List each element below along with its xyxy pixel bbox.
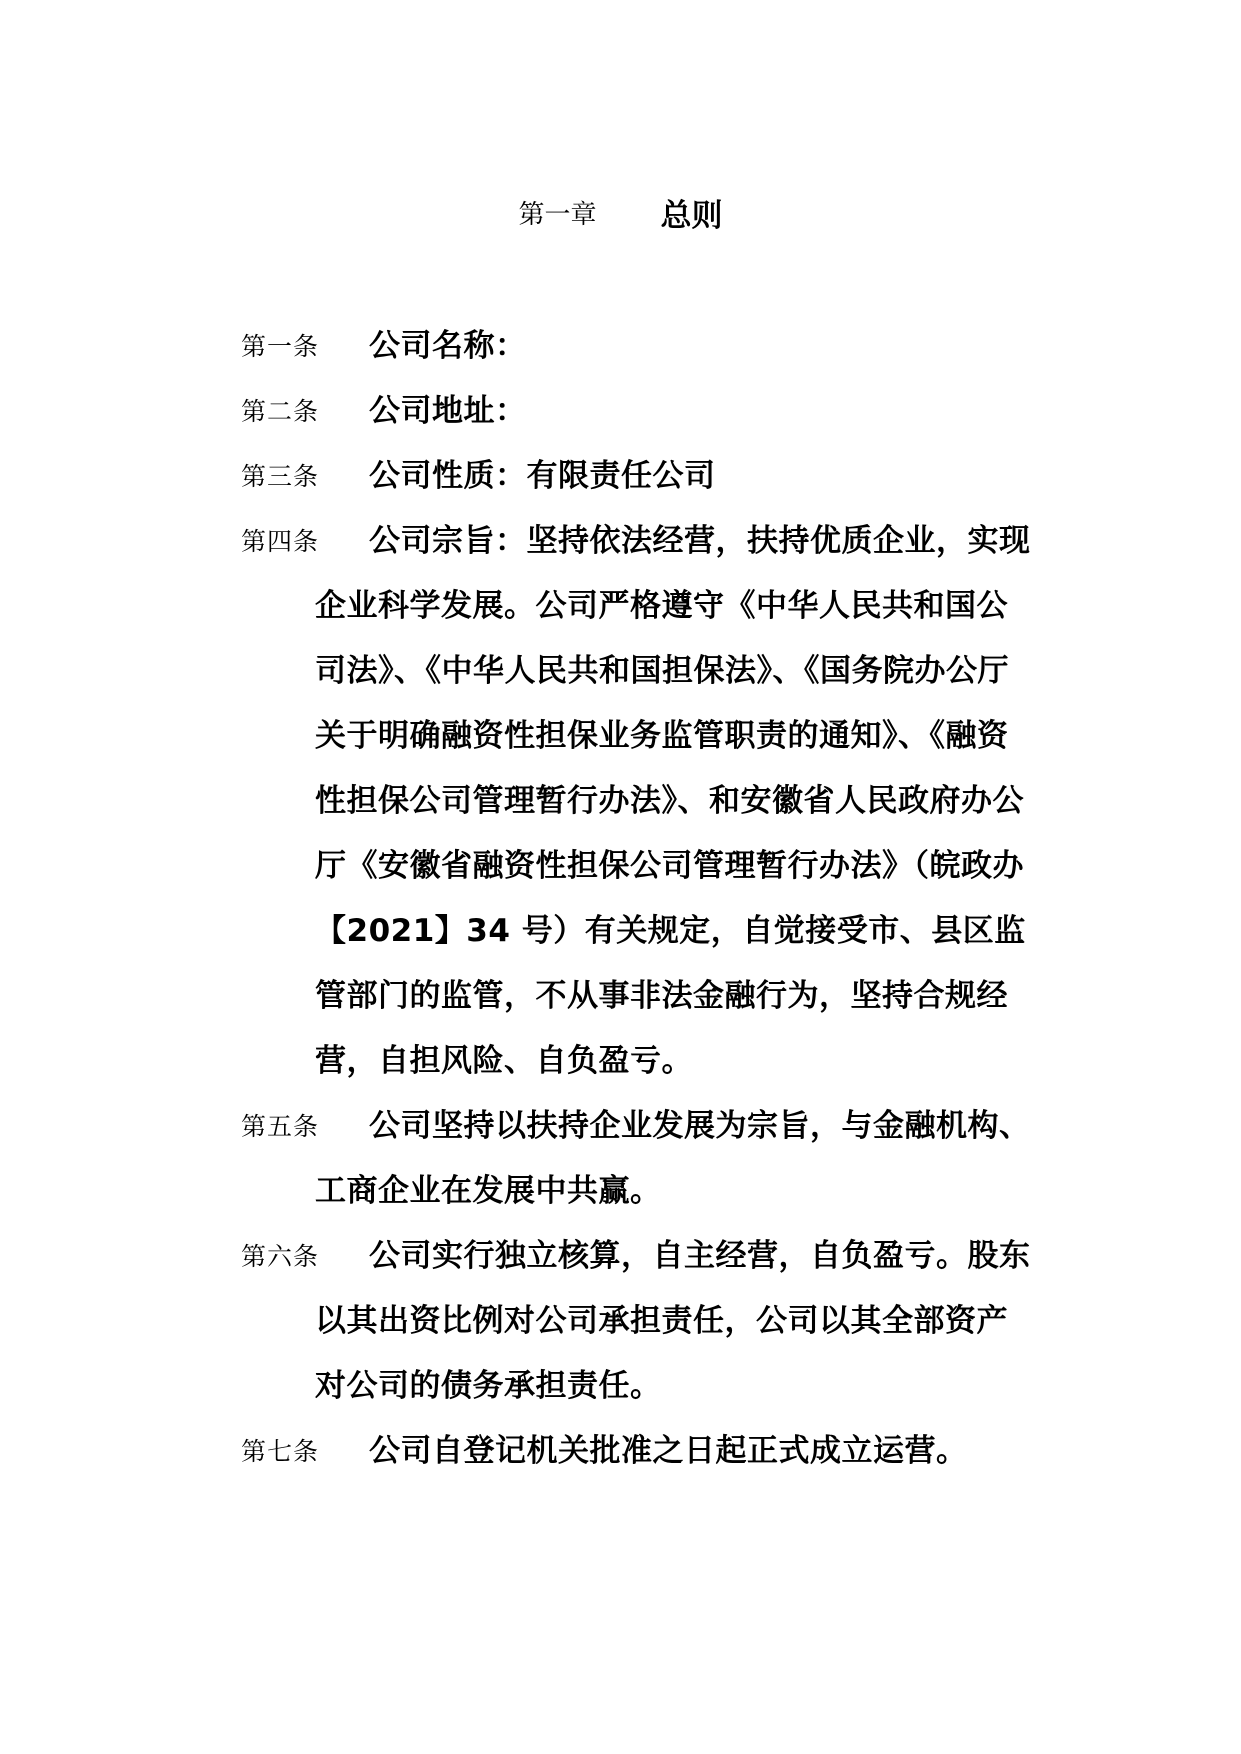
article-list [241, 314, 1071, 1484]
chapter-title: 总则 [660, 198, 723, 234]
article-label: 第二条 [241, 397, 320, 426]
article-text: 司法》、《中华人民共和国担保法》、《国务院办公厅 [315, 653, 1009, 689]
article-text: 性担保公司管理暂行办法》、和安徽省人民政府办公 [315, 783, 1024, 819]
article-text: 以其出资比例对公司承担责任，公司以其全部资产 [315, 1303, 1008, 1339]
article-text: 公司地址： [369, 393, 527, 429]
article-label: 第一条 [241, 332, 320, 361]
article-7 [241, 1419, 1071, 1484]
article-line [241, 1094, 1071, 1159]
article-text: 公司自登记机关批准之日起正式成立运营。 [369, 1433, 968, 1469]
article-text: 公司宗旨：坚持依法经营，扶持优质企业，实现 [369, 523, 1031, 559]
article-text: 工商企业在发展中共赢。 [315, 1173, 662, 1209]
article-text: 【2021】34 号）有关规定，自觉接受市、县区监 [315, 913, 1026, 949]
article-line [241, 314, 1071, 379]
article-2 [241, 379, 1071, 444]
article-line [241, 444, 1071, 509]
article-text: 公司性质：有限责任公司 [369, 458, 716, 494]
chapter-heading [0, 190, 1241, 235]
article-label: 第六条 [241, 1242, 320, 1271]
article-line [241, 1224, 1071, 1289]
article-text: 公司坚持以扶持企业发展为宗旨，与金融机构、 [369, 1108, 1031, 1144]
article-text: 厅《安徽省融资性担保公司管理暂行办法》（皖政办 [315, 848, 1024, 884]
article-5 [241, 1094, 1071, 1224]
article-1 [241, 314, 1071, 379]
article-label: 第七条 [241, 1437, 320, 1466]
article-text: 公司名称： [369, 328, 527, 364]
article-line [241, 1419, 1071, 1484]
chapter-number: 第一章 [518, 200, 597, 230]
article-line [241, 509, 1071, 574]
article-label: 第五条 [241, 1112, 320, 1141]
article-text: 对公司的债务承担责任。 [315, 1368, 662, 1404]
article-6 [241, 1224, 1071, 1419]
article-line [241, 379, 1071, 444]
article-text: 营，自担风险、自负盈亏。 [315, 1043, 693, 1079]
article-text: 企业科学发展。公司严格遵守《中华人民共和国公 [315, 588, 1008, 624]
article-label: 第三条 [241, 462, 320, 491]
article-label: 第四条 [241, 527, 320, 556]
article-4 [241, 509, 1071, 1094]
article-3 [241, 444, 1071, 509]
article-text: 管部门的监管，不从事非法金融行为，坚持合规经 [315, 978, 1008, 1014]
article-text: 公司实行独立核算，自主经营，自负盈亏。股东 [369, 1238, 1031, 1274]
article-text: 关于明确融资性担保业务监管职责的通知》、《融资 [315, 718, 1009, 754]
